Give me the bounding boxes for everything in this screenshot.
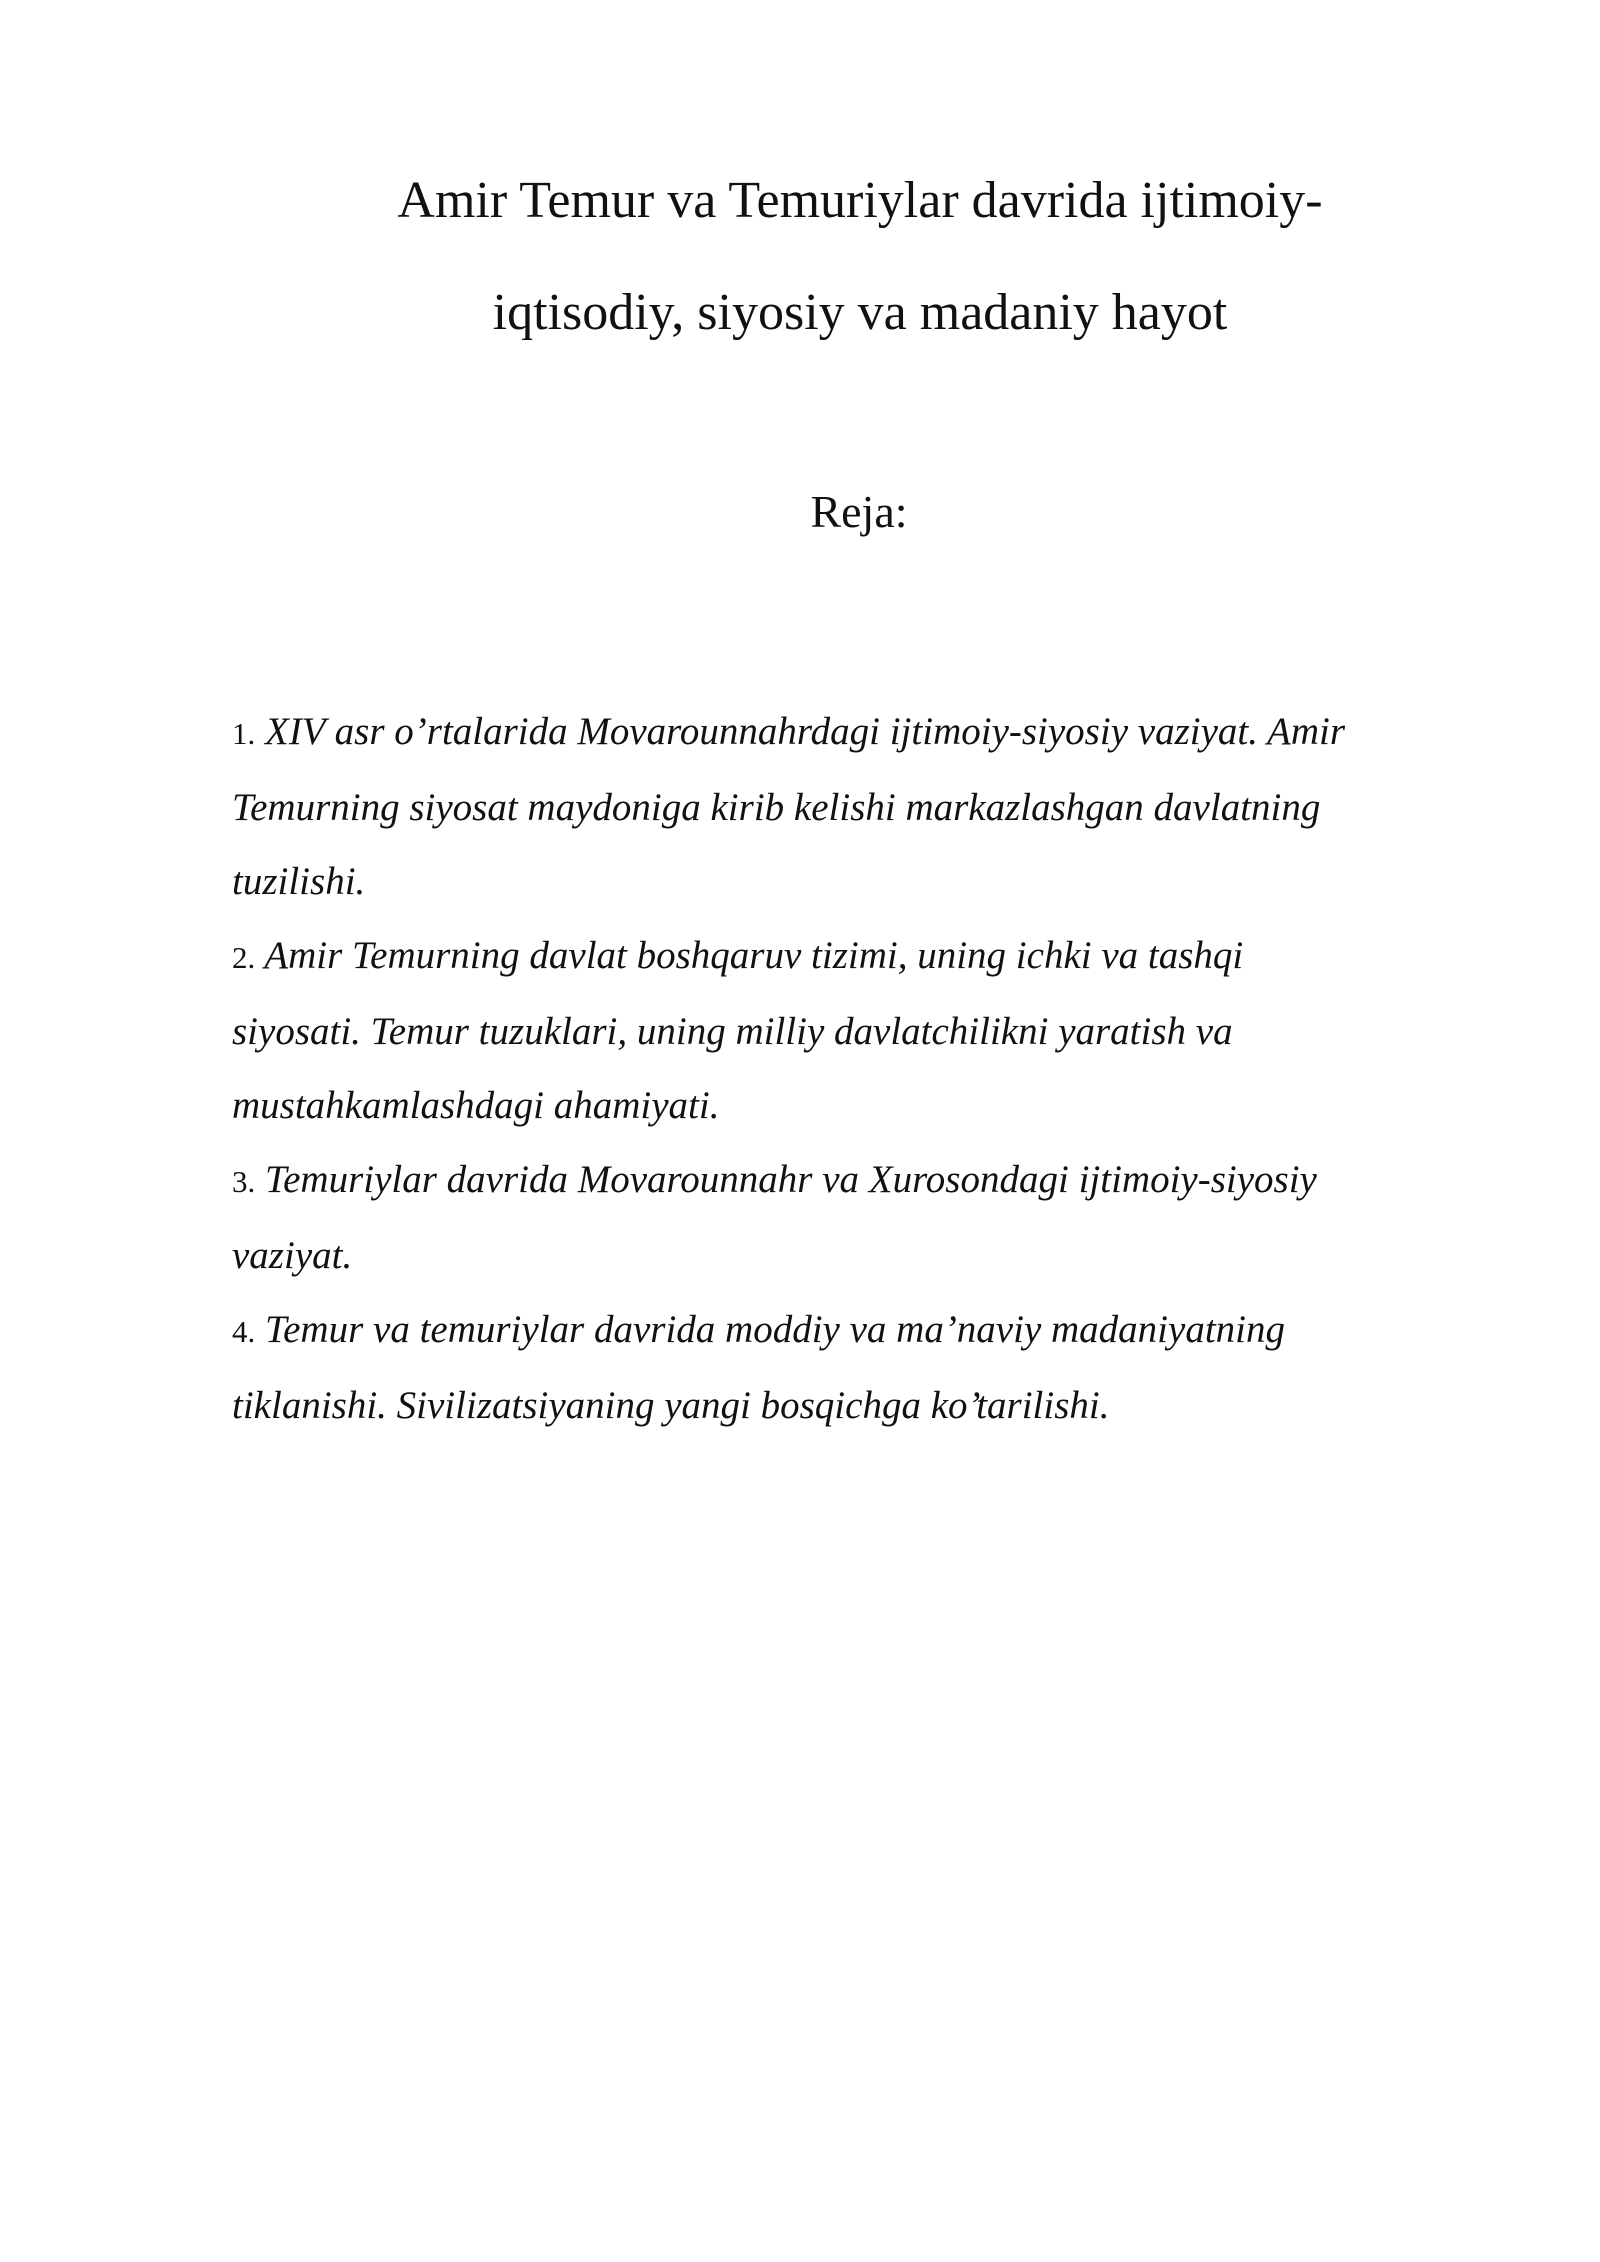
plan-list: [232, 695, 1492, 1443]
plan-item-text: XIV asr o’rtalarida Movarounnahrdagi ijtimoiy-siyosiy vaziyat. Amir: [265, 710, 1346, 753]
plan-item-line: [232, 1143, 1492, 1219]
plan-item-line: Temurning siyosat maydoniga kirib kelishi markazlashgan davlatning: [232, 786, 1321, 829]
plan-item-line: tuzilishi.: [232, 860, 366, 903]
plan-item-3: [232, 1143, 1492, 1293]
plan-item-number: 3.: [232, 1164, 256, 1199]
plan-item-text: Temur va temuriylar davrida moddiy va ma’naviy madaniyatning: [265, 1308, 1285, 1351]
plan-item-text: Temuriylar davrida Movarounnahr va Xurosondagi ijtimoiy-siyosiy: [265, 1158, 1317, 1201]
plan-item-number: 2.: [232, 940, 256, 975]
plan-item-number: 1.: [232, 716, 256, 751]
document-title: [300, 145, 1420, 369]
plan-item-2: [232, 919, 1492, 1143]
plan-item-text: Amir Temurning davlat boshqaruv tizimi, uning ichki va tashqi: [264, 934, 1244, 977]
plan-item-1: [232, 695, 1492, 919]
title-line-2: iqtisodiy, siyosiy va madaniy hayot: [492, 284, 1228, 341]
plan-item-number: 4.: [232, 1314, 256, 1349]
plan-item-line: mustahkamlashdagi ahamiyati.: [232, 1084, 720, 1127]
plan-heading: Reja:: [810, 486, 908, 537]
title-line-1: Amir Temur va Temuriylar davrida ijtimoiy-: [397, 172, 1323, 229]
plan-item-line: [232, 919, 1492, 995]
plan-item-line: vaziyat.: [232, 1234, 353, 1277]
plan-item-line: tiklanishi. Sivilizatsiyaning yangi bosqichga ko’tarilishi.: [232, 1384, 1110, 1427]
plan-item-4: [232, 1293, 1492, 1443]
plan-item-line: [232, 1293, 1492, 1369]
plan-item-line: [232, 695, 1492, 771]
plan-item-line: siyosati. Temur tuzuklari, uning milliy davlatchilikni yaratish va: [232, 1010, 1233, 1053]
